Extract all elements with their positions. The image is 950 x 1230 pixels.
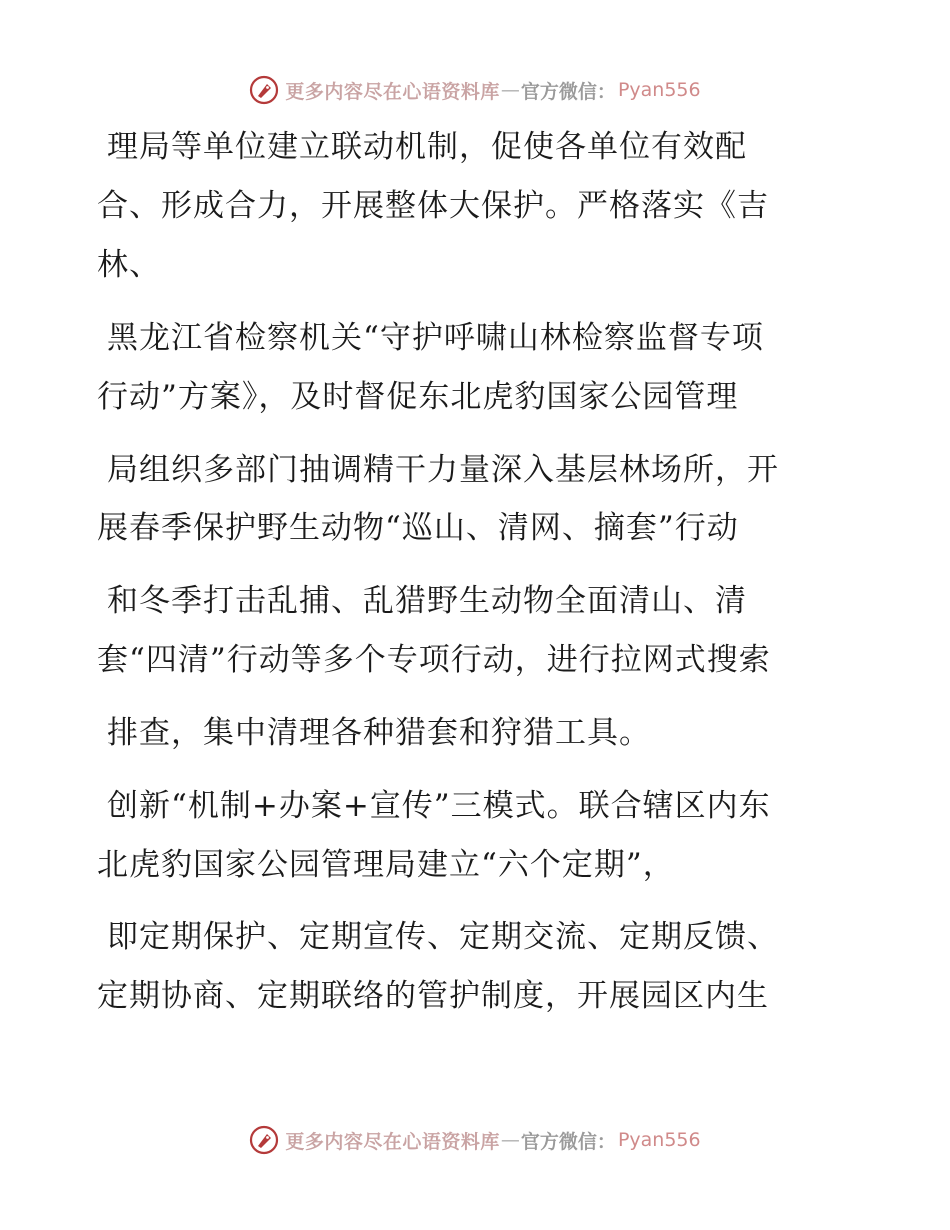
watermark-dash: — — [500, 1129, 520, 1151]
footer-watermark — [0, 1120, 950, 1160]
body-line: 和冬季打击乱捕、乱猎野生动物全面清山、清 — [107, 583, 747, 619]
watermark-wechat-label: 官方微信： — [520, 80, 616, 103]
body-line: 黑龙江省检察机关“守护呼啸山林检察监督专项 — [107, 320, 764, 356]
body-line: 排查，集中清理各种猎套和狩猎工具。 — [107, 715, 651, 751]
body-line: 合、形成合力，开展整体大保护。严格落实《吉 — [97, 188, 769, 224]
watermark-wechat-id: Pyan556 — [617, 1129, 701, 1151]
body-line: 定期协商、定期联络的管护制度，开展园区内生 — [97, 978, 769, 1014]
body-line: 即定期保护、定期宣传、定期交流、定期反馈、 — [107, 919, 779, 955]
watermark-site-text: 更多内容尽在心语资料库 — [285, 80, 500, 103]
body-line: 北虎豹国家公园管理局建立“六个定期”， — [97, 847, 675, 883]
body-line: 展春季保护野生动物“巡山、清网、摘套”行动 — [97, 510, 739, 546]
watermark-wechat-id: Pyan556 — [617, 79, 701, 101]
body-line: 行动”方案》，及时督促东北虎豹国家公园管理 — [97, 379, 739, 415]
body-line: 林、 — [97, 247, 161, 283]
body-line: 理局等单位建立联动机制，促使各单位有效配 — [107, 129, 747, 165]
body-line: 套“四清”行动等多个专项行动，进行拉网式搜索 — [97, 642, 771, 678]
body-line: 创新“机制+办案+宣传”三模式。联合辖区内东 — [107, 788, 771, 824]
pen-nib-logo-icon — [249, 75, 279, 105]
watermark-wechat-label: 官方微信： — [520, 1130, 616, 1153]
watermark-dash: — — [500, 79, 520, 101]
watermark-site-text: 更多内容尽在心语资料库 — [285, 1130, 500, 1153]
header-watermark — [0, 70, 950, 110]
body-line: 局组织多部门抽调精干力量深入基层林场所，开 — [107, 452, 779, 488]
pen-nib-logo-icon — [249, 1125, 279, 1155]
